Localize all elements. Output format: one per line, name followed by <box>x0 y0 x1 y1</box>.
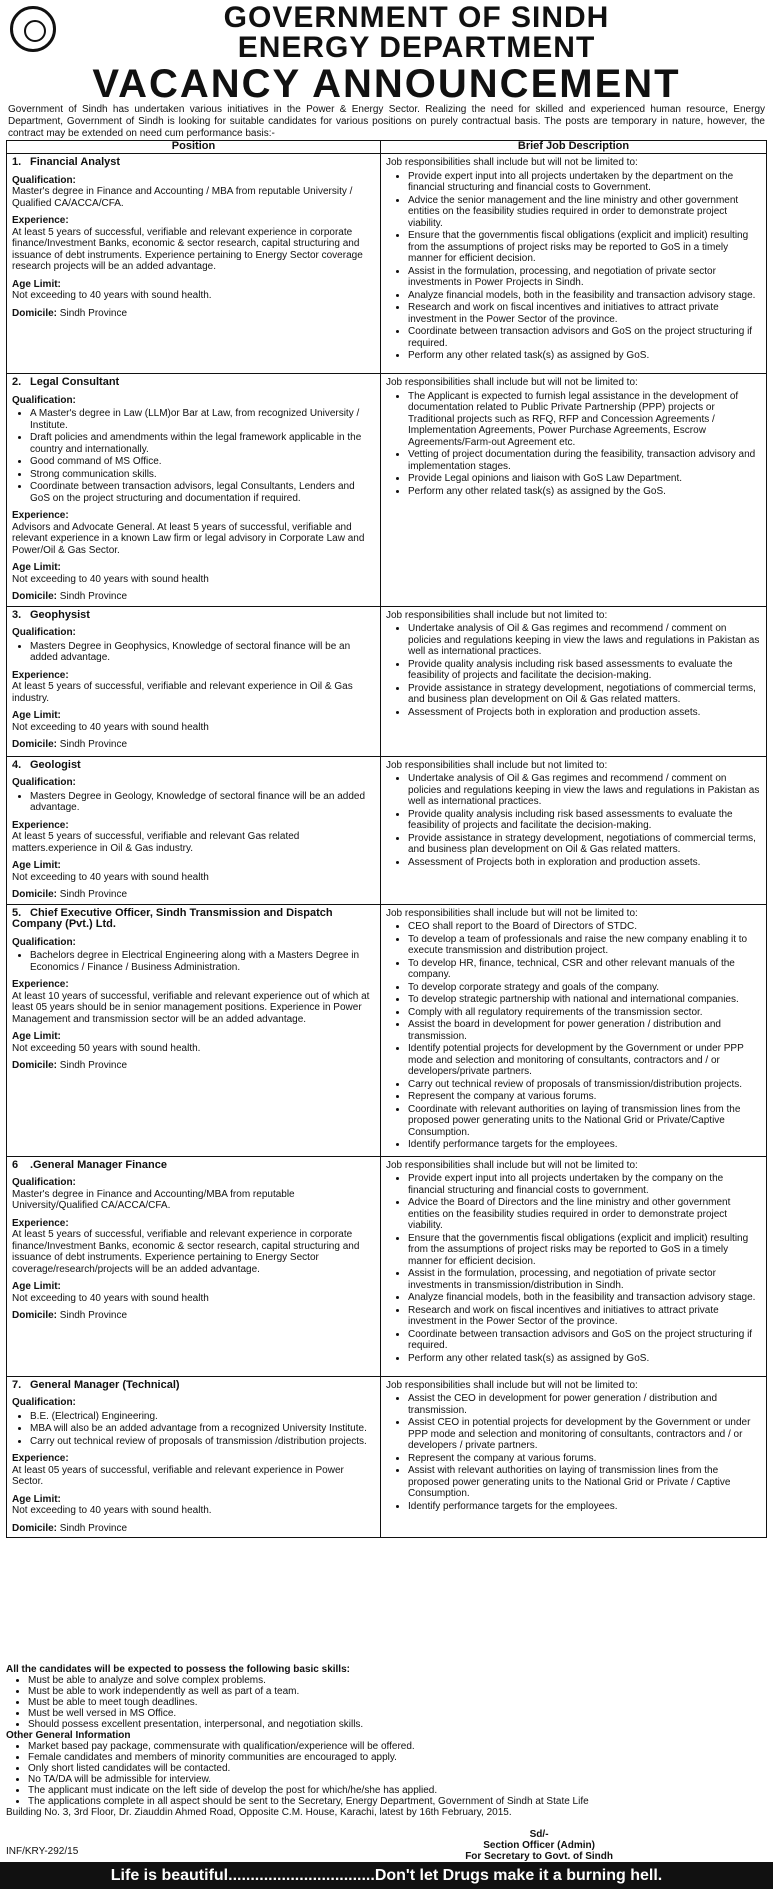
position-title <box>12 908 375 931</box>
qualification-item: • Good command of MS Office. <box>30 456 375 468</box>
domicile-value: Sindh Province <box>59 739 128 750</box>
age-limit-label: Age Limit: <box>12 860 61 871</box>
other-info-item: • Only short listed candidates will be contacted. <box>28 1763 767 1774</box>
position-title <box>12 377 375 389</box>
responsibility-item: • Provide Legal opinions and liaison with GoS Law Department. <box>408 473 761 485</box>
footer-slogan: Life is beautiful.................................Don't let Drugs make it a burning hell. <box>0 1862 773 1889</box>
age-limit-label: Age Limit: <box>12 278 61 290</box>
age-limit-label: Age Limit: <box>12 710 61 721</box>
address-text: Building No. 3, 3rd Floor, Dr. Ziauddin Ahmed Road, Opposite C.M. House, Karachi, latest by 16th February, 2015. <box>6 1807 512 1818</box>
age-limit-text: Not exceeding to 40 years with sound health <box>12 1292 209 1304</box>
experience-label: Experience: <box>12 1217 69 1229</box>
responsibility-item: • Provide assistance in strategy development, negotiations of commercial terms, and business plan development on Oil & Gas related matters. <box>408 833 761 856</box>
responsibility-item: • To develop a team of professionals and raise the new company enabling it to execute transmission and distribution project. <box>408 934 761 957</box>
qualification-list <box>12 791 375 814</box>
table-row <box>7 606 767 756</box>
qualification-list <box>12 1411 375 1448</box>
description-cell <box>381 1376 767 1538</box>
signature-for: For Secretary to Govt. of Sindh <box>465 1851 613 1862</box>
position-title <box>12 1380 375 1392</box>
col-header-description: Brief Job Description <box>381 141 767 154</box>
responsibility-item: • To develop HR, finance, technical, CSR and other relevant manuals of the company. <box>408 958 761 981</box>
responsibility-item: • Assist the board in development for power generation / distribution and transmission. <box>408 1019 761 1042</box>
responsibility-item: • Analyze financial models, both in the feasibility and transaction advisory stage. <box>408 1292 761 1304</box>
domicile-value: Sindh Province <box>59 1522 128 1534</box>
responsibility-item: • Represent the company at various forums. <box>408 1453 761 1465</box>
domicile <box>12 1523 375 1535</box>
qualification-label: Qualification: <box>12 394 76 406</box>
position-name: Legal Consultant <box>30 376 120 388</box>
qualification-label: Qualification: <box>12 627 76 638</box>
other-info-item: • No TA/DA will be admissible for interview. <box>28 1774 767 1785</box>
table-row <box>7 1156 767 1376</box>
position-cell <box>7 1156 381 1376</box>
experience-text: At least 5 years of successful, verifiable and relevant experience in Oil & Gas industry. <box>12 681 353 704</box>
domicile-label: Domicile: <box>12 1060 58 1071</box>
position-cell <box>7 756 381 904</box>
responsibility-intro: Job responsibilities shall include but will not be limited to: <box>386 907 638 919</box>
position-number: 6 <box>12 1158 19 1171</box>
header <box>0 0 773 70</box>
position-cell <box>7 1376 381 1538</box>
age-limit-text: Not exceeding to 40 years with sound health. <box>12 290 212 301</box>
intro-text: Government of Sindh has undertaken various initiatives in the Power & Energy Sector. Realizing the need for skilled and experienced human resource, Energy Department, Government of Sindh is looking for suitable candidates for various positions on purely contractual basis. The posts are temporary in nature, however, the contract may be extended on need cum performance basis:- <box>8 104 765 139</box>
signature-block <box>465 1829 613 1862</box>
position-title <box>12 1160 375 1172</box>
responsibility-intro: Job responsibilities shall include but will not be limited to: <box>386 1159 638 1171</box>
table-row <box>7 756 767 904</box>
qualification-list <box>12 950 375 973</box>
other-info-item: • Market based pay package, commensurate with qualification/experience will be offered. <box>28 1741 767 1752</box>
title-government: GOVERNMENT OF SINDH <box>223 1 610 34</box>
domicile <box>12 739 375 751</box>
responsibility-item: • Coordinate with relevant authorities on laying of transmission lines from the proposed power generating units to the National Grid or Private/Captive Consumption. <box>408 1104 761 1139</box>
responsibility-item: • Advice the Board of Directors and the line ministry and other government entities on the feasibility studies required in order to demonstrate project viability. <box>408 1197 761 1232</box>
responsibility-item: • Research and work on fiscal incentives and initiatives to attract private investment in the Power Sector of the province. <box>408 302 761 325</box>
responsibility-item: • Assessment of Projects both in exploration and production assets. <box>408 707 761 719</box>
skill-item: • Must be able to work independently as well as part of a team. <box>28 1686 767 1697</box>
responsibility-item: • Carry out technical review of proposals of transmission/distribution projects. <box>408 1079 761 1091</box>
responsibility-item: • Provide expert input into all projects undertaken by the department on the financial structuring and financial costs to Government. <box>408 171 761 194</box>
description-cell <box>381 904 767 1156</box>
experience-label: Experience: <box>12 819 69 831</box>
responsibility-item: • Provide quality analysis including risk based assessments to evaluate the feasibility of projects and facilitate the decision-making. <box>408 659 761 682</box>
position-number: 1. <box>12 156 22 168</box>
domicile <box>12 591 375 603</box>
qualification-item: • Masters Degree in Geophysics, Knowledge of sectoral finance will be an added advantage. <box>30 641 375 664</box>
domicile-label: Domicile: <box>12 307 58 319</box>
position-number: 4. <box>12 758 22 771</box>
domicile-value: Sindh Province <box>59 1060 128 1071</box>
position-cell <box>7 606 381 756</box>
age-limit-text: Not exceeding to 40 years with sound health <box>12 871 209 883</box>
responsibility-item: • Ensure that the governmentis fiscal obligations (explicit and implicit) resulting from the assumptions of project risks may be reported to GoS in a timely manner for efficient decision. <box>408 1233 761 1268</box>
domicile-label: Domicile: <box>12 591 58 602</box>
qualification-label: Qualification: <box>12 1397 76 1408</box>
experience-text: Advisors and Advocate General. At least 5 years of successful, verifiable and relevant experience in a known Law firm or legal advisory in Corporate Law and Power/Oil & Gas Sector. <box>12 521 365 556</box>
signature-sd: Sd/- <box>529 1829 549 1840</box>
experience-text: At least 5 years of successful, verifiable and relevant experience in corporate finance/Investment Banks, economic & sector research, capital structuring and issuance of debt instruments. Experience pertaining to Energy Sector coverage research projects will be an added advantage. <box>12 226 363 272</box>
domicile <box>12 1310 375 1322</box>
responsibility-list <box>386 1393 761 1512</box>
position-name: Chief Executive Officer, Sindh Transmission and Dispatch Company (Pvt.) Ltd. <box>12 906 333 930</box>
responsibility-item: • Assist in the formulation, processing, and negotiation of private sector investments in transmission/distribution in Sindh. <box>408 1268 761 1291</box>
responsibility-item: • Coordinate between transaction advisors and GoS on the project structuring if required. <box>408 326 761 349</box>
position-name: Geophysist <box>30 608 90 621</box>
experience-label: Experience: <box>12 215 69 226</box>
responsibility-item: • To develop strategic partnership with national and international companies. <box>408 994 761 1006</box>
description-cell <box>381 756 767 904</box>
qualification-item: • MBA will also be an added advantage from a recognized University Institute. <box>30 1423 375 1435</box>
other-info-heading: Other General Information <box>6 1730 131 1741</box>
position-number: 5. <box>12 906 22 919</box>
responsibility-item: • Provide quality analysis including risk based assessments to evaluate the feasibility of projects and facilitate the decision-making. <box>408 809 761 832</box>
other-info-list <box>6 1741 767 1807</box>
qualification-list <box>12 641 375 664</box>
age-limit-text: Not exceeding to 40 years with sound health <box>12 573 209 585</box>
responsibility-item: • Assist in the formulation, processing, and negotiation of private sector investments in Power Projects in Sindh. <box>408 266 761 289</box>
experience-text: At least 5 years of successful, verifiable and relevant experience in corporate finance/Investment Banks, economic & sector research, capital structuring and issuance of debt instruments. Experience pertaining to Energy Sector coverage/research/projects will be an added advantage. <box>12 1229 360 1275</box>
position-name: Financial Analyst <box>30 156 121 168</box>
responsibility-item: • Vetting of project documentation during the feasibility, transaction advisory and implementation stages. <box>408 449 761 472</box>
reference-number: INF/KRY-292/15 <box>6 1846 79 1857</box>
age-limit-label: Age Limit: <box>12 1493 61 1505</box>
qualification-item: • Strong communication skills. <box>30 469 375 481</box>
responsibility-item: • CEO shall report to the Board of Directors of STDC. <box>408 921 761 933</box>
responsibility-item: • Perform any other related task(s) as assigned by the GoS. <box>408 486 761 498</box>
position-number: 7. <box>12 1378 22 1391</box>
responsibility-item: • To develop corporate strategy and goals of the company. <box>408 982 761 994</box>
responsibility-list <box>386 171 761 362</box>
responsibility-item: • Identify performance targets for the employees. <box>408 1501 761 1513</box>
skills-section <box>6 1664 767 1818</box>
qualification-label: Qualification: <box>12 1177 76 1188</box>
description-cell <box>381 374 767 607</box>
responsibility-list <box>386 623 761 718</box>
table-row <box>7 154 767 374</box>
responsibility-item: • Undertake analysis of Oil & Gas regimes and recommend / comment on policies and regulations keeping in view the laws and regulations in Pakistan as well as international practices. <box>408 773 761 808</box>
qualification-item: • Coordinate between transaction advisors, legal Consultants, Lenders and GoS on the project structuring and documentation if required. <box>30 481 375 504</box>
qualification-list <box>12 408 375 504</box>
title-vacancy: VACANCY ANNOUNCEMENT <box>92 62 681 106</box>
qualification-text: Master's degree in Finance and Accounting/MBA from reputable University/Qualified CA/ACCA/CFA. <box>12 1188 295 1211</box>
responsibility-intro: Job responsibilities shall include but not limited to: <box>386 759 608 771</box>
age-limit-label: Age Limit: <box>12 562 61 573</box>
responsibility-item: • Assist the CEO in development for power generation / distribution and transmission. <box>408 1393 761 1416</box>
responsibility-list <box>386 921 761 1151</box>
responsibility-item: • Advice the senior management and the line ministry and other government entities on the feasibility studies required in order to demonstrate project viability. <box>408 195 761 230</box>
responsibility-list <box>386 1173 761 1364</box>
skill-item: • Must be able to analyze and solve complex problems. <box>28 1675 767 1686</box>
position-title <box>12 760 375 772</box>
domicile-label: Domicile: <box>12 1310 58 1321</box>
table-row <box>7 904 767 1156</box>
responsibility-item: • Represent the company at various forums. <box>408 1091 761 1103</box>
qualification-item: • B.E. (Electrical) Engineering. <box>30 1411 375 1423</box>
position-number: 3. <box>12 608 22 621</box>
position-title <box>12 157 375 169</box>
description-cell <box>381 1156 767 1376</box>
position-name: Geologist <box>30 758 81 771</box>
skills-heading: All the candidates will be expected to possess the following basic skills: <box>6 1664 350 1675</box>
experience-label: Experience: <box>12 669 69 681</box>
position-number: 2. <box>12 376 22 388</box>
age-limit-label: Age Limit: <box>12 1031 61 1042</box>
responsibility-item: • Ensure that the governmentis fiscal obligations (explicit and implicit) resulting from the assumptions of project risks may be reported to GoS in a timely manner for efficient decision. <box>408 230 761 265</box>
skill-item: • Must be well versed in MS Office. <box>28 1708 767 1719</box>
position-name: .General Manager Finance <box>30 1158 167 1171</box>
age-limit-text: Not exceeding to 40 years with sound health. <box>12 1505 212 1516</box>
responsibility-intro: Job responsibilities shall include but will not be limited to: <box>386 1379 638 1391</box>
experience-label: Experience: <box>12 1453 69 1464</box>
qualification-item: • Masters Degree in Geology, Knowledge of sectoral finance will be an added advantage. <box>30 791 375 814</box>
position-name: General Manager (Technical) <box>30 1378 180 1391</box>
responsibility-intro: Job responsibilities shall include but will not be limited to: <box>386 157 638 168</box>
responsibility-list <box>386 391 761 498</box>
qualification-item: • A Master's degree in Law (LLM)or Bar at Law, from recognized University / Institute. <box>30 408 375 431</box>
domicile-label: Domicile: <box>12 1522 58 1534</box>
other-info-item: • The applications complete in all aspect should be sent to the Secretary, Energy Department, Government of Sindh at State Life <box>28 1796 767 1807</box>
skill-item: • Must be able to meet tough deadlines. <box>28 1697 767 1708</box>
age-limit-label: Age Limit: <box>12 1281 61 1292</box>
responsibility-item: • Provide assistance in strategy development, negotiations of commercial terms, and business plan development on Oil & Gas related matters. <box>408 683 761 706</box>
position-cell <box>7 154 381 374</box>
responsibility-item: • Coordinate between transaction advisors and GoS on the project structuring if required. <box>408 1329 761 1352</box>
age-limit-text: Not exceeding 50 years with sound health. <box>12 1042 201 1054</box>
responsibility-item: • Identify potential projects for development by the Government or under PPP mode and selection and monitoring of consultants, contractors and / or developers/private partners. <box>408 1043 761 1078</box>
experience-label: Experience: <box>12 979 69 990</box>
position-title <box>12 610 375 622</box>
experience-label: Experience: <box>12 510 69 521</box>
vacancy-table <box>6 140 767 1538</box>
col-header-position: Position <box>7 141 381 154</box>
responsibility-item: • Perform any other related task(s) as assigned by GoS. <box>408 1353 761 1365</box>
qualification-item: • Carry out technical review of proposals of transmission /distribution projects. <box>30 1436 375 1448</box>
responsibility-item: • Perform any other related task(s) as assigned by GoS. <box>408 350 761 362</box>
responsibility-list <box>386 773 761 868</box>
qualification-text: Master's degree in Finance and Accounting / MBA from reputable University / Qualified CA/ACCA/CFA. <box>12 186 353 209</box>
domicile-label: Domicile: <box>12 889 58 900</box>
experience-text: At least 10 years of successful, verifiable and relevant experience out of which at least 05 years should be in senior management positions. Experience in Power Management and transmission sector will be an added advantage. <box>12 990 370 1025</box>
responsibility-item: • Identify performance targets for the employees. <box>408 1139 761 1151</box>
qualification-label: Qualification: <box>12 174 76 186</box>
domicile-value: Sindh Province <box>59 307 128 319</box>
domicile <box>12 1060 375 1072</box>
domicile-value: Sindh Province <box>59 591 128 602</box>
responsibility-item: • Comply with all regulatory requirements of the transmission sector. <box>408 1007 761 1019</box>
responsibility-item: • The Applicant is expected to furnish legal assistance in the development of documentation related to Public Private Partnership (PPP) projects or Traditional projects such as RFQ, RFP and Concession Agreements / Implementation Agreements, Power Purchase Agreements, Escrow Agreements/Farm-out Agreement etc. <box>408 391 761 449</box>
domicile-value: Sindh Province <box>59 1310 128 1321</box>
responsibility-intro: Job responsibilities shall include but not limited to: <box>386 609 608 621</box>
other-info-item: • The applicant must indicate on the left side of develop the post for which/he/she has applied. <box>28 1785 767 1796</box>
qualification-label: Qualification: <box>12 777 76 788</box>
responsibility-item: • Research and work on fiscal incentives and initiatives to attract private investment in the Power Sector of the province. <box>408 1305 761 1328</box>
qualification-label: Qualification: <box>12 936 76 948</box>
experience-text: At least 05 years of successful, verifiable and relevant experience in Power Sector. <box>12 1464 344 1487</box>
responsibility-item: • Provide expert input into all projects undertaken by the company on the financial structuring and financial costs to government. <box>408 1173 761 1196</box>
domicile-label: Domicile: <box>12 739 58 750</box>
skills-list <box>6 1675 767 1730</box>
government-seal-icon <box>10 6 56 52</box>
description-cell <box>381 154 767 374</box>
responsibility-item: • Assist CEO in potential projects for development by the Government or under PPP mode and selection and monitoring of consultants, contractors and / or developers / private partners. <box>408 1417 761 1452</box>
other-info-item: • Female candidates and members of minority communities are encouraged to apply. <box>28 1752 767 1763</box>
domicile <box>12 889 375 901</box>
responsibility-intro: Job responsibilities shall include but will not be limited to: <box>386 377 638 388</box>
age-limit-text: Not exceeding to 40 years with sound health <box>12 721 209 733</box>
qualification-item: • Bachelors degree in Electrical Engineering along with a Masters Degree in Economics / Finance / Business Administration. <box>30 950 375 973</box>
title-department: ENERGY DEPARTMENT <box>237 31 596 64</box>
responsibility-item: • Undertake analysis of Oil & Gas regimes and recommend / comment on policies and regulations keeping in view the laws and regulations in Pakistan as well as international practices. <box>408 623 761 658</box>
description-cell <box>381 606 767 756</box>
responsibility-item: • Analyze financial models, both in the feasibility and transaction advisory stage. <box>408 290 761 302</box>
position-cell <box>7 374 381 607</box>
position-cell <box>7 904 381 1156</box>
skill-item: • Should possess excellent presentation, interpersonal, and negotiation skills. <box>28 1719 767 1730</box>
qualification-item: • Draft policies and amendments within the legal framework applicable in the country and internationally. <box>30 432 375 455</box>
signature-officer: Section Officer (Admin) <box>483 1840 595 1851</box>
experience-text: At least 5 years of successful, verifiable and relevant Gas related matters.experience in Oil & Gas industry. <box>12 831 300 854</box>
domicile <box>12 308 375 320</box>
table-row <box>7 1376 767 1538</box>
domicile-value: Sindh Province <box>59 889 128 900</box>
responsibility-item: • Assist with relevant authorities on laying of transmission lines from the proposed power generating units to the National Grid or Private / Captive Consumption. <box>408 1465 761 1500</box>
table-row <box>7 374 767 607</box>
responsibility-item: • Assessment of Projects both in exploration and production assets. <box>408 857 761 869</box>
